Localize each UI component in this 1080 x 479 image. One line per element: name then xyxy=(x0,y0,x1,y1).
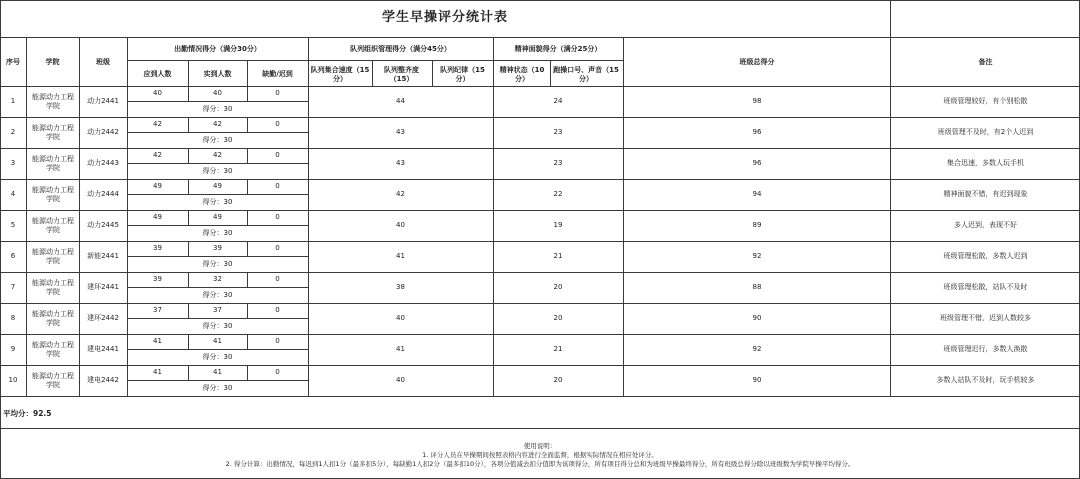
row-total: 92 xyxy=(752,252,762,260)
row-remark: 班级管理较好，有个别松散 xyxy=(943,97,1028,105)
row-queue-score: 42 xyxy=(396,190,405,198)
grid-line xyxy=(0,0,1,479)
row-expected: 49 xyxy=(153,182,162,190)
row-total: 96 xyxy=(752,128,762,136)
grid-line xyxy=(188,365,189,380)
header-spirit-voice: 跑操口号、声音（15分） xyxy=(553,66,619,83)
grid-line xyxy=(127,256,308,257)
row-class: 建环2442 xyxy=(87,314,119,322)
row-actual: 49 xyxy=(213,182,222,190)
row-actual: 40 xyxy=(213,89,222,97)
grid-line xyxy=(0,303,1080,304)
row-class: 建电2442 xyxy=(87,376,119,384)
row-class: 动力2443 xyxy=(87,159,119,167)
header-actual: 实到人数 xyxy=(203,70,232,78)
row-expected: 40 xyxy=(153,89,162,97)
grid-line xyxy=(0,272,1080,273)
grid-line xyxy=(127,194,308,195)
header-spirit-state: 精神状态（10分） xyxy=(499,66,545,83)
grid-line xyxy=(127,37,128,396)
row-absent: 0 xyxy=(275,89,280,97)
row-spirit-score: 21 xyxy=(553,345,563,353)
grid-line xyxy=(188,303,189,318)
row-class: 新能2441 xyxy=(87,252,119,260)
row-remark: 精神面貌不错，有迟到现象 xyxy=(943,190,1028,198)
row-attendance-score: 得分：30 xyxy=(202,260,233,268)
grid-line xyxy=(247,148,248,163)
row-expected: 41 xyxy=(153,337,162,345)
grid-line xyxy=(0,241,1080,242)
row-total: 89 xyxy=(752,221,762,229)
average-score: 平均分：92.5 xyxy=(3,409,52,418)
grid-line xyxy=(0,365,1080,366)
grid-line xyxy=(0,0,1080,1)
row-attendance-score: 得分：30 xyxy=(202,136,233,144)
grid-line xyxy=(188,179,189,194)
header-queue-speed: 队列集合速度（15分） xyxy=(310,66,370,83)
grid-line xyxy=(0,117,1080,118)
row-queue-score: 40 xyxy=(396,221,405,229)
row-total: 94 xyxy=(752,190,762,198)
grid-line xyxy=(127,380,308,381)
row-actual: 37 xyxy=(213,306,222,314)
grid-line xyxy=(0,86,1080,87)
row-absent: 0 xyxy=(275,213,280,221)
row-seq: 9 xyxy=(10,345,16,353)
grid-line xyxy=(26,37,27,396)
row-class: 动力2444 xyxy=(87,190,119,198)
row-seq: 10 xyxy=(8,376,18,384)
row-queue-score: 40 xyxy=(396,314,405,322)
row-class: 动力2441 xyxy=(87,97,119,105)
row-college: 能源动力工程学院 xyxy=(32,248,74,265)
row-actual: 49 xyxy=(213,213,222,221)
row-expected: 39 xyxy=(153,275,162,283)
row-absent: 0 xyxy=(275,120,280,128)
row-expected: 41 xyxy=(153,368,162,376)
grid-line xyxy=(188,334,189,349)
row-actual: 32 xyxy=(213,275,222,283)
row-actual: 41 xyxy=(213,337,222,345)
header-queue-discipline: 队列纪律（15分） xyxy=(440,66,485,83)
grid-line xyxy=(247,272,248,287)
row-spirit-score: 23 xyxy=(553,159,563,167)
row-seq: 5 xyxy=(10,221,16,229)
grid-line xyxy=(79,37,80,396)
grid-line xyxy=(247,334,248,349)
row-seq: 8 xyxy=(10,314,16,322)
row-queue-score: 41 xyxy=(396,345,405,353)
notes-heading: 使用说明： xyxy=(523,442,557,450)
grid-line xyxy=(247,60,248,86)
row-college: 能源动力工程学院 xyxy=(32,186,74,203)
row-attendance-score: 得分：30 xyxy=(202,291,233,299)
row-remark: 集合迅速，多数人玩手机 xyxy=(947,159,1024,167)
row-class: 建环2441 xyxy=(87,283,119,291)
header-class: 班级 xyxy=(96,58,110,66)
row-college: 能源动力工程学院 xyxy=(32,155,74,172)
grid-line xyxy=(127,318,308,319)
grid-line xyxy=(432,60,433,86)
row-total: 96 xyxy=(752,159,762,167)
row-remark: 班级管理迟行，多数人涣散 xyxy=(943,345,1028,353)
row-attendance-score: 得分：30 xyxy=(202,167,233,175)
row-attendance-score: 得分：30 xyxy=(202,229,233,237)
row-absent: 0 xyxy=(275,275,280,283)
row-class: 建电2441 xyxy=(87,345,119,353)
grid-line xyxy=(247,117,248,132)
row-attendance-score: 得分：30 xyxy=(202,322,233,330)
row-college: 能源动力工程学院 xyxy=(32,124,74,141)
row-class: 动力2445 xyxy=(87,221,119,229)
notes-line-1: 1. 评分人员在早操期间按照表格内容进行全面监督，根据实际情况在相应处评分。 xyxy=(422,451,658,459)
row-total: 90 xyxy=(752,314,762,322)
header-queue-group: 队列组织管理得分（满分45分） xyxy=(350,45,451,53)
row-absent: 0 xyxy=(275,182,280,190)
row-college: 能源动力工程学院 xyxy=(32,93,74,110)
grid-line xyxy=(188,86,189,101)
row-actual: 39 xyxy=(213,244,222,252)
grid-line xyxy=(550,60,551,86)
grid-line xyxy=(890,0,891,396)
grid-line xyxy=(127,163,308,164)
row-total: 98 xyxy=(752,97,762,105)
grid-line xyxy=(247,179,248,194)
row-queue-score: 41 xyxy=(396,252,405,260)
row-queue-score: 38 xyxy=(396,283,405,291)
row-seq: 7 xyxy=(10,283,16,291)
row-queue-score: 43 xyxy=(396,128,405,136)
grid-line xyxy=(127,101,308,102)
row-expected: 37 xyxy=(153,306,162,314)
header-total: 班级总得分 xyxy=(739,58,775,66)
row-expected: 49 xyxy=(153,213,162,221)
grid-line xyxy=(188,272,189,287)
row-expected: 42 xyxy=(153,151,162,159)
grid-line xyxy=(247,210,248,225)
header-remark: 备注 xyxy=(978,58,993,66)
row-absent: 0 xyxy=(275,151,280,159)
row-total: 88 xyxy=(752,283,762,291)
row-seq: 6 xyxy=(10,252,16,260)
row-actual: 42 xyxy=(213,151,222,159)
row-spirit-score: 24 xyxy=(553,97,563,105)
grid-line xyxy=(372,60,373,86)
row-seq: 4 xyxy=(10,190,16,198)
row-college: 能源动力工程学院 xyxy=(32,341,74,358)
row-spirit-score: 21 xyxy=(553,252,563,260)
header-absent: 缺勤/迟到 xyxy=(262,70,293,78)
row-spirit-score: 20 xyxy=(553,314,563,322)
row-absent: 0 xyxy=(275,306,280,314)
row-remark: 班级管理不错，迟到人数较多 xyxy=(940,314,1031,322)
row-seq: 3 xyxy=(10,159,16,167)
row-total: 92 xyxy=(752,345,762,353)
sheet-title: 学生早操评分统计表 xyxy=(381,10,508,25)
row-remark: 班级管理松散，多数人迟到 xyxy=(943,252,1028,260)
row-expected: 42 xyxy=(153,120,162,128)
row-seq: 1 xyxy=(10,97,16,105)
notes-line-2: 2. 得分计算：出勤情况，每迟到1人扣1分（最多扣5分），每缺勤1人扣2分（最多扣10分），各项分值减去扣分值即为该项得分，所有项目得分总和为班级早操最终得分，所有班级总得分除以班级数为学院早操平均得分。 xyxy=(225,460,855,468)
row-expected: 39 xyxy=(153,244,162,252)
grid-line xyxy=(127,132,308,133)
header-college: 学院 xyxy=(45,58,60,66)
row-actual: 42 xyxy=(213,120,222,128)
row-spirit-score: 19 xyxy=(553,221,563,229)
row-remark: 班级管理松散，站队不及时 xyxy=(943,283,1028,291)
grid-line xyxy=(0,334,1080,335)
grid-line xyxy=(0,37,1080,38)
row-college: 能源动力工程学院 xyxy=(32,310,74,327)
header-attendance-group: 出勤情况得分（满分30分） xyxy=(174,45,261,53)
grid-line xyxy=(127,225,308,226)
grid-line xyxy=(247,365,248,380)
header-spirit-group: 精神面貌得分（满分25分） xyxy=(514,45,602,53)
row-total: 90 xyxy=(752,376,762,384)
row-remark: 班级管理不及时，有2个人迟到 xyxy=(937,128,1034,136)
grid-line xyxy=(0,428,1080,429)
row-seq: 2 xyxy=(10,128,16,136)
row-queue-score: 43 xyxy=(396,159,405,167)
row-attendance-score: 得分：30 xyxy=(202,353,233,361)
row-remark: 多人迟到，表现不好 xyxy=(954,221,1017,229)
header-queue-neat: 队列整齐度（15） xyxy=(384,66,419,83)
grid-line xyxy=(623,37,624,396)
row-college: 能源动力工程学院 xyxy=(32,279,74,296)
row-attendance-score: 得分：30 xyxy=(202,198,233,206)
grid-line xyxy=(188,210,189,225)
grid-line xyxy=(247,303,248,318)
row-college: 能源动力工程学院 xyxy=(32,372,74,389)
grid-line xyxy=(493,37,494,396)
grid-line xyxy=(127,60,623,61)
row-remark: 多数人站队不及时，玩手机较多 xyxy=(936,376,1035,384)
grid-line xyxy=(0,210,1080,211)
row-college: 能源动力工程学院 xyxy=(32,217,74,234)
row-absent: 0 xyxy=(275,368,280,376)
header-expected: 应到人数 xyxy=(143,70,172,78)
row-attendance-score: 得分：30 xyxy=(202,105,233,113)
grid-line xyxy=(188,60,189,86)
row-class: 动力2442 xyxy=(87,128,119,136)
grid-line xyxy=(188,148,189,163)
row-absent: 0 xyxy=(275,244,280,252)
grid-line xyxy=(0,179,1080,180)
row-spirit-score: 20 xyxy=(553,283,563,291)
grid-line xyxy=(127,349,308,350)
grid-line xyxy=(188,117,189,132)
grid-line xyxy=(0,396,1080,397)
row-spirit-score: 20 xyxy=(553,376,563,384)
grid-line xyxy=(247,241,248,256)
grid-line xyxy=(127,287,308,288)
row-absent: 0 xyxy=(275,337,280,345)
header-seq: 序号 xyxy=(6,58,20,66)
row-attendance-score: 得分：30 xyxy=(202,384,233,392)
grid-line xyxy=(0,148,1080,149)
row-spirit-score: 22 xyxy=(553,190,563,198)
row-queue-score: 40 xyxy=(396,376,405,384)
row-spirit-score: 23 xyxy=(553,128,563,136)
grid-line xyxy=(188,241,189,256)
row-queue-score: 44 xyxy=(396,97,405,105)
grid-line xyxy=(247,86,248,101)
row-actual: 41 xyxy=(213,368,222,376)
grid-line xyxy=(308,37,309,396)
